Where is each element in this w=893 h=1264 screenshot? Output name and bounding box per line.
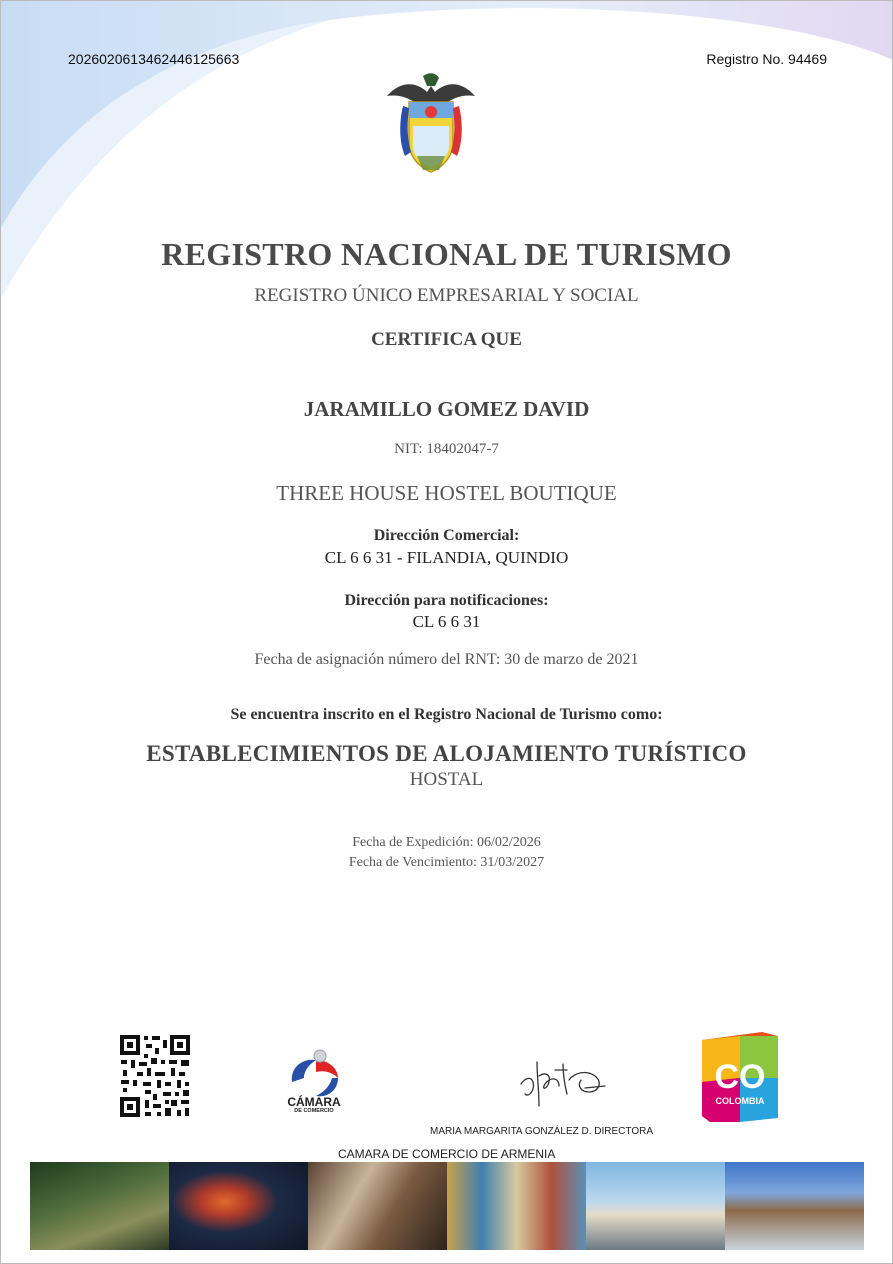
registration-category: ESTABLECIMIENTOS DE ALOJAMIENTO TURÍSTICO: [146, 741, 747, 766]
chamber-name: CAMARA DE COMERCIO DE ARMENIA: [338, 1147, 556, 1161]
condor-bird-photo: [169, 1162, 308, 1250]
registro-number: Registro No. 94469: [706, 51, 827, 67]
historic-building-photo: [586, 1162, 725, 1250]
svg-text:CO: CO: [714, 1058, 766, 1096]
svg-text:CÁMARA: CÁMARA: [287, 1095, 341, 1109]
expiry-date: Fecha de Vencimiento: 31/03/2027: [348, 855, 545, 870]
colonial-street-photo: [447, 1162, 586, 1250]
svg-text:COLOMBIA: COLOMBIA: [715, 1096, 765, 1106]
page-title: REGISTRO NACIONAL DE TURISMO: [161, 236, 732, 272]
colombia-co-logo: [702, 1032, 778, 1122]
registration-subcategory: HOSTAL: [409, 769, 484, 790]
nit-number: NIT: 18402047-7: [394, 441, 499, 457]
commercial-address: CL 6 6 31 - FILANDIA, QUINDIO: [324, 548, 569, 567]
accordion-musicians-photo: [308, 1162, 447, 1250]
notification-address: CL 6 6 31: [412, 612, 481, 631]
commercial-address-label: Dirección Comercial:: [373, 527, 520, 544]
svg-text:DE COMERCIO: DE COMERCIO: [294, 1108, 334, 1114]
camara-de-comercio-logo: [280, 1046, 348, 1116]
forest-path-photo: [30, 1162, 169, 1250]
colombia-coat-of-arms-icon: [383, 72, 479, 176]
page-subtitle: REGISTRO ÚNICO EMPRESARIAL Y SOCIAL: [254, 285, 639, 306]
notification-address-label: Dirección para notificaciones:: [344, 592, 549, 609]
qr-code-icon[interactable]: [119, 1034, 191, 1118]
document-code: 20260206134624461256​63: [68, 51, 240, 67]
tourism-photo-strip: [30, 1162, 864, 1250]
registered-as-label: Se encuentra inscrito en el Registro Nacional de Turismo como:: [230, 706, 663, 723]
director-signature: [515, 1050, 615, 1110]
rnt-assignment-date: Fecha de asignación número del RNT: 30 de marzo de 2021: [254, 651, 639, 668]
mountain-rock-photo: [725, 1162, 864, 1250]
business-name: THREE HOUSE HOSTEL BOUTIQUE: [276, 481, 617, 505]
holder-name: JARAMILLO GOMEZ DAVID: [303, 397, 590, 421]
certifies-heading: CERTIFICA QUE: [371, 329, 522, 350]
signer-name: MARIA MARGARITA GONZÁLEZ D. DIRECTORA: [430, 1126, 653, 1137]
issue-date: Fecha de Expedición: 06/02/2026: [352, 835, 541, 850]
